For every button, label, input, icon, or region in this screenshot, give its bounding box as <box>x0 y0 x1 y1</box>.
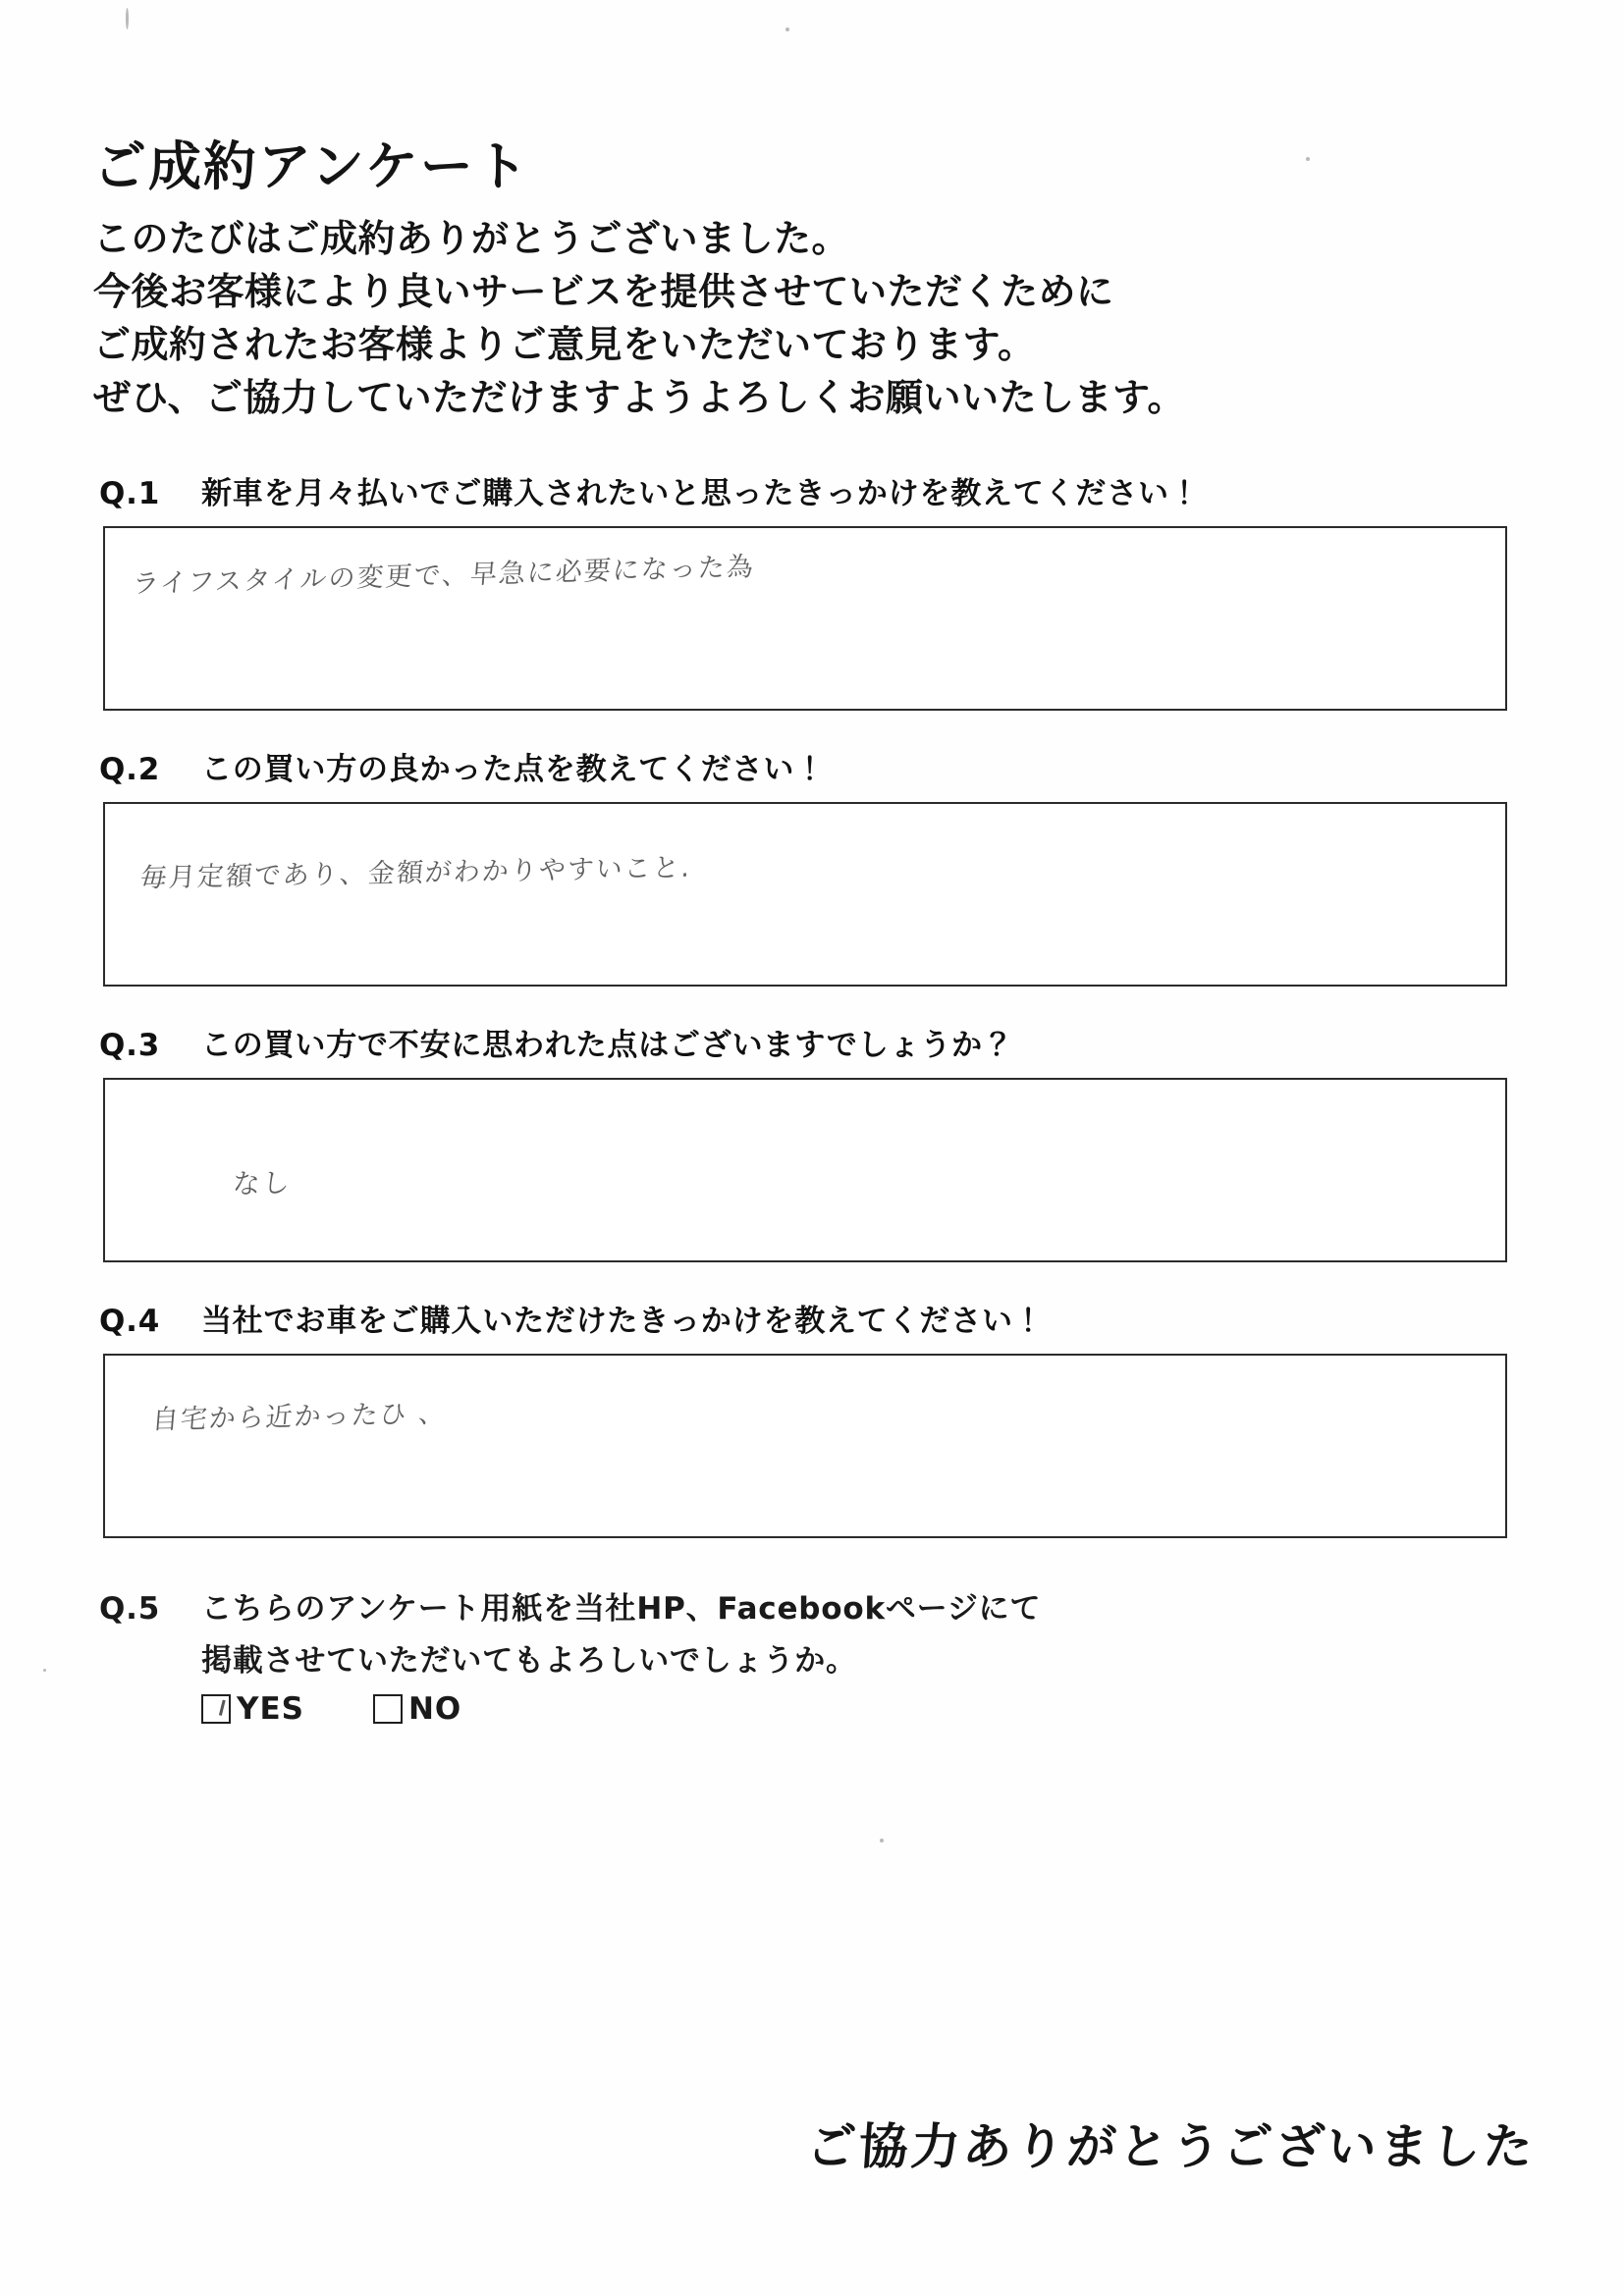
question-block-4 <box>93 1296 1527 1538</box>
question-number-2: Q.2 <box>99 752 161 788</box>
handwritten-answer-4: 自宅から近かったひ 、 <box>150 1398 449 1436</box>
question-heading-4 <box>99 1296 1527 1340</box>
choice-no-label: NO <box>407 1691 462 1728</box>
choice-yes-label: YES <box>237 1691 304 1728</box>
page-title: ご成約アンケート <box>93 135 530 197</box>
question-text-1: 新車を月々払いでご購入されたいと思ったきっかけを教えてください！ <box>201 476 1201 512</box>
question-block-2 <box>93 744 1527 987</box>
question-heading-1 <box>99 468 1527 512</box>
choice-yes[interactable] <box>201 1691 304 1727</box>
footer-thanks: ご協力ありがとうございました <box>804 2118 1538 2175</box>
question-text-5-line1: こちらのアンケート用紙を当社HP、Facebookページにて <box>201 1591 1042 1628</box>
checkbox-no-icon[interactable] <box>373 1694 403 1724</box>
scan-speck <box>880 1839 884 1842</box>
question-heading-2 <box>99 744 1527 788</box>
question-text-3: この買い方で不安に思われた点はございますでしょうか？ <box>201 1028 1014 1064</box>
question-block-3 <box>93 1020 1527 1262</box>
question-number-1: Q.1 <box>99 476 161 512</box>
question-text-5-line2: 掲載させていただいてもよろしいでしょうか。 <box>201 1643 857 1680</box>
handwritten-answer-1: ライフスタイルの変更で、早急に必要になった為 <box>131 552 757 601</box>
scan-speck <box>126 8 129 29</box>
answer-field-2[interactable] <box>103 802 1507 987</box>
answer-field-1[interactable] <box>103 526 1507 711</box>
question-number-5: Q.5 <box>99 1591 161 1628</box>
handwritten-answer-2: 毎月定額であり、金額がわかりやすいこと. <box>138 852 693 894</box>
answer-field-3[interactable] <box>103 1078 1507 1262</box>
question-block-5 <box>93 1583 1527 1727</box>
choice-no[interactable] <box>373 1691 461 1727</box>
question-text-5 <box>201 1583 1527 1727</box>
checkbox-yes-icon[interactable] <box>201 1694 231 1724</box>
intro-line-2: 今後お客様により良いサービスを提供させていただくために <box>93 270 1114 314</box>
intro-paragraph <box>93 213 1527 425</box>
question-text-4: 当社でお車をご購入いただけたきっかけを教えてください！ <box>201 1304 1045 1340</box>
yes-no-choices <box>201 1691 1527 1727</box>
question-block-1 <box>93 468 1527 711</box>
intro-line-4: ぜひ、ご協力していただけますようよろしくお願いいたします。 <box>93 376 1185 420</box>
intro-line-3: ご成約されたお客様よりご意見をいただいております。 <box>93 323 1036 367</box>
answer-field-4[interactable] <box>103 1354 1507 1538</box>
intro-line-1: このたびはご成約ありがとうございました。 <box>93 217 850 261</box>
scan-speck <box>43 1669 46 1672</box>
survey-content <box>93 137 1527 1727</box>
handwritten-answer-3: なし <box>231 1166 293 1201</box>
question-heading-3 <box>99 1020 1527 1064</box>
scan-speck <box>785 27 789 31</box>
question-text-2: この買い方の良かった点を教えてください！ <box>201 752 826 788</box>
question-number-4: Q.4 <box>99 1304 161 1340</box>
question-number-3: Q.3 <box>99 1028 161 1064</box>
question-heading-5 <box>99 1583 1527 1727</box>
